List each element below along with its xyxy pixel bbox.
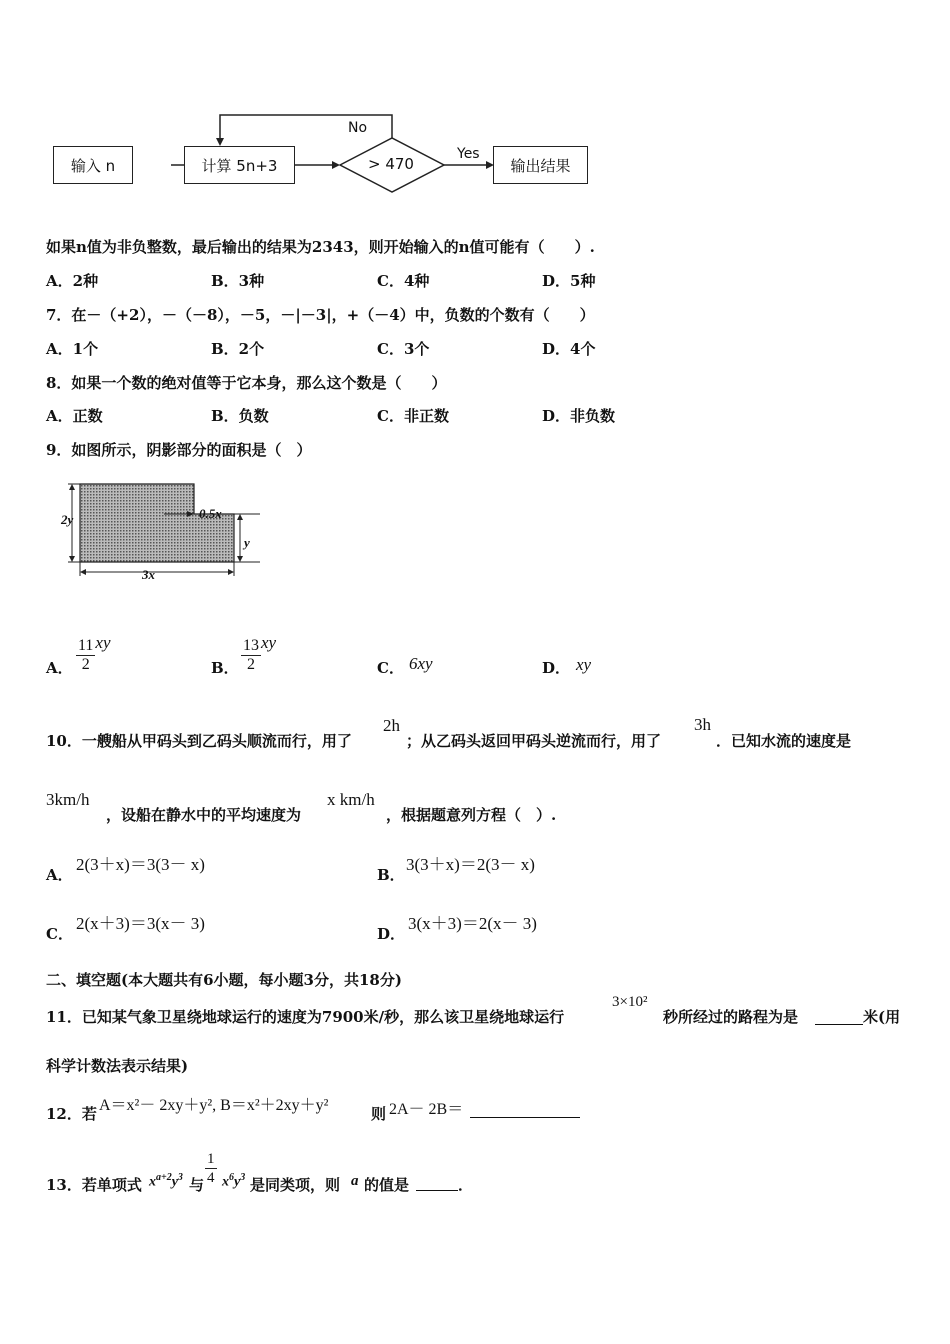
q8-option-a: A．正数 <box>46 407 103 425</box>
q13-suffix2: 的值是 <box>364 1176 410 1194</box>
q10-line1-c: ．已知水流的速度是 <box>716 732 852 750</box>
q6-option-c: C．4种 <box>377 272 430 290</box>
q13-prefix: 13．若单项式 <box>46 1176 142 1194</box>
q10-option-d-expr: 3(x＋3)＝2(x－ 3) <box>408 914 537 933</box>
q10-option-b-letter: B． <box>377 866 405 884</box>
q9-option-b-expr: $\frac{13}{2}$ xy <box>243 633 277 673</box>
q9-option-a-expr: $\frac{11}{2}$ xy <box>78 633 111 673</box>
q6-option-d: D．5种 <box>542 272 596 290</box>
q10-t2: 3h <box>694 715 711 734</box>
q12-answer-blank[interactable] <box>470 1099 580 1118</box>
section-heading: 二、填空题(本大题共有6小题，每小题3分，共18分) <box>46 971 402 989</box>
q10-line1-b: ；从乙码头返回甲码头逆流而行，用了 <box>406 732 662 750</box>
q9-label-y: y <box>244 535 250 550</box>
q10-option-a-letter: A． <box>46 866 73 884</box>
q7-option-a: A．1个 <box>46 340 99 358</box>
q12-expr: A＝x²－ 2xy＋y², B＝x²＋2xy＋y² <box>99 1097 329 1114</box>
q10-line2-a: ，设船在静水中的平均速度为 <box>106 806 302 824</box>
q10-var: x km/h <box>327 790 375 809</box>
flow-no-label: No <box>348 120 368 136</box>
flow-yes-label: Yes <box>457 146 480 162</box>
q7-option-c: C．3个 <box>377 340 430 358</box>
q10-option-c-expr: 2(x＋3)＝3(x－ 3) <box>76 914 205 933</box>
flow-compute-box: 计算 5n+3 <box>184 146 295 184</box>
q13-mid: 与 <box>189 1176 205 1194</box>
q13-suffix: 是同类项，则 <box>250 1176 341 1194</box>
q10-t1: 2h <box>383 716 400 735</box>
q9-option-c-expr: 6xy <box>409 654 433 673</box>
q13-end: ． <box>458 1176 474 1194</box>
q7-option-d: D．4个 <box>542 340 596 358</box>
q8-option-c: C．非正数 <box>377 407 449 425</box>
q11-text-a: 11．已知某气象卫星绕地球运行的速度为7900米/秒，那么该卫星绕地球运行 <box>46 1008 565 1026</box>
q11-text-c: 米(用 <box>863 1008 901 1026</box>
q6-stem: 如果n值为非负整数，最后输出的结果为2343，则开始输入的n值可能有（ ）. <box>46 238 595 256</box>
q13-var: a <box>351 1173 359 1189</box>
q12-mid: 则 <box>371 1105 387 1123</box>
q10-speed: 3km/h <box>46 790 90 809</box>
q11-expr: 3×10² <box>612 994 648 1010</box>
q10-option-b-expr: 3(3＋x)＝2(3－ x) <box>406 855 535 874</box>
q12-expr2: 2A－ 2B＝ <box>389 1101 464 1118</box>
q9-option-c-letter: C． <box>377 659 404 677</box>
q9-option-a-letter: A． <box>46 659 73 677</box>
q10-line2-b: ，根据题意列方程（ ）. <box>386 806 557 824</box>
q9-stem: 9．如图所示，阴影部分的面积是（ ） <box>46 441 312 459</box>
q8-option-d: D．非负数 <box>542 407 616 425</box>
q7-option-b: B．2个 <box>211 340 265 358</box>
q9-label-3x: 3x <box>142 567 155 582</box>
q7-stem: 7．在－（+2），－（－8），－5，－|－3|，+（－4）中，负数的个数有（ ） <box>46 306 595 324</box>
q13-mono2: $x^6y^3$ <box>222 1172 246 1190</box>
q11-answer-blank[interactable] <box>815 1006 863 1025</box>
q6-option-a: A．2种 <box>46 272 99 290</box>
q8-stem: 8．如果一个数的绝对值等于它本身，那么这个数是（ ） <box>46 374 447 392</box>
q11-text-b: 秒所经过的路程为是 <box>663 1008 799 1026</box>
q9-option-d-letter: D． <box>542 659 571 677</box>
q9-option-b-letter: B． <box>211 659 239 677</box>
q13-fraction: $\frac{1}{4}$ <box>207 1151 215 1186</box>
flow-condition-label: > 470 <box>368 155 414 173</box>
q13-answer-blank[interactable] <box>416 1172 458 1191</box>
q12-prefix: 12．若 <box>46 1105 97 1123</box>
q8-option-b: B．负数 <box>211 407 269 425</box>
q6-option-b: B．3种 <box>211 272 265 290</box>
flow-output-box: 输出结果 <box>493 146 588 184</box>
q9-label-05x: 0.5x <box>199 506 222 521</box>
q9-label-2y: 2y <box>61 512 74 527</box>
q9-option-d-expr: xy <box>576 655 592 674</box>
q10-option-d-letter: D． <box>377 925 406 943</box>
q10-line1-a: 10．一艘船从甲码头到乙码头顺流而行，用了 <box>46 732 352 750</box>
q10-option-a-expr: 2(3＋x)＝3(3－ x) <box>76 855 205 874</box>
flow-input-box: 输入 n <box>53 146 133 184</box>
q9-figure <box>60 476 270 586</box>
q10-option-c-letter: C． <box>46 925 73 943</box>
q13-mono1: $x^{a+2}y^3$ <box>149 1172 183 1190</box>
q11-line2: 科学计数法表示结果) <box>46 1057 189 1075</box>
